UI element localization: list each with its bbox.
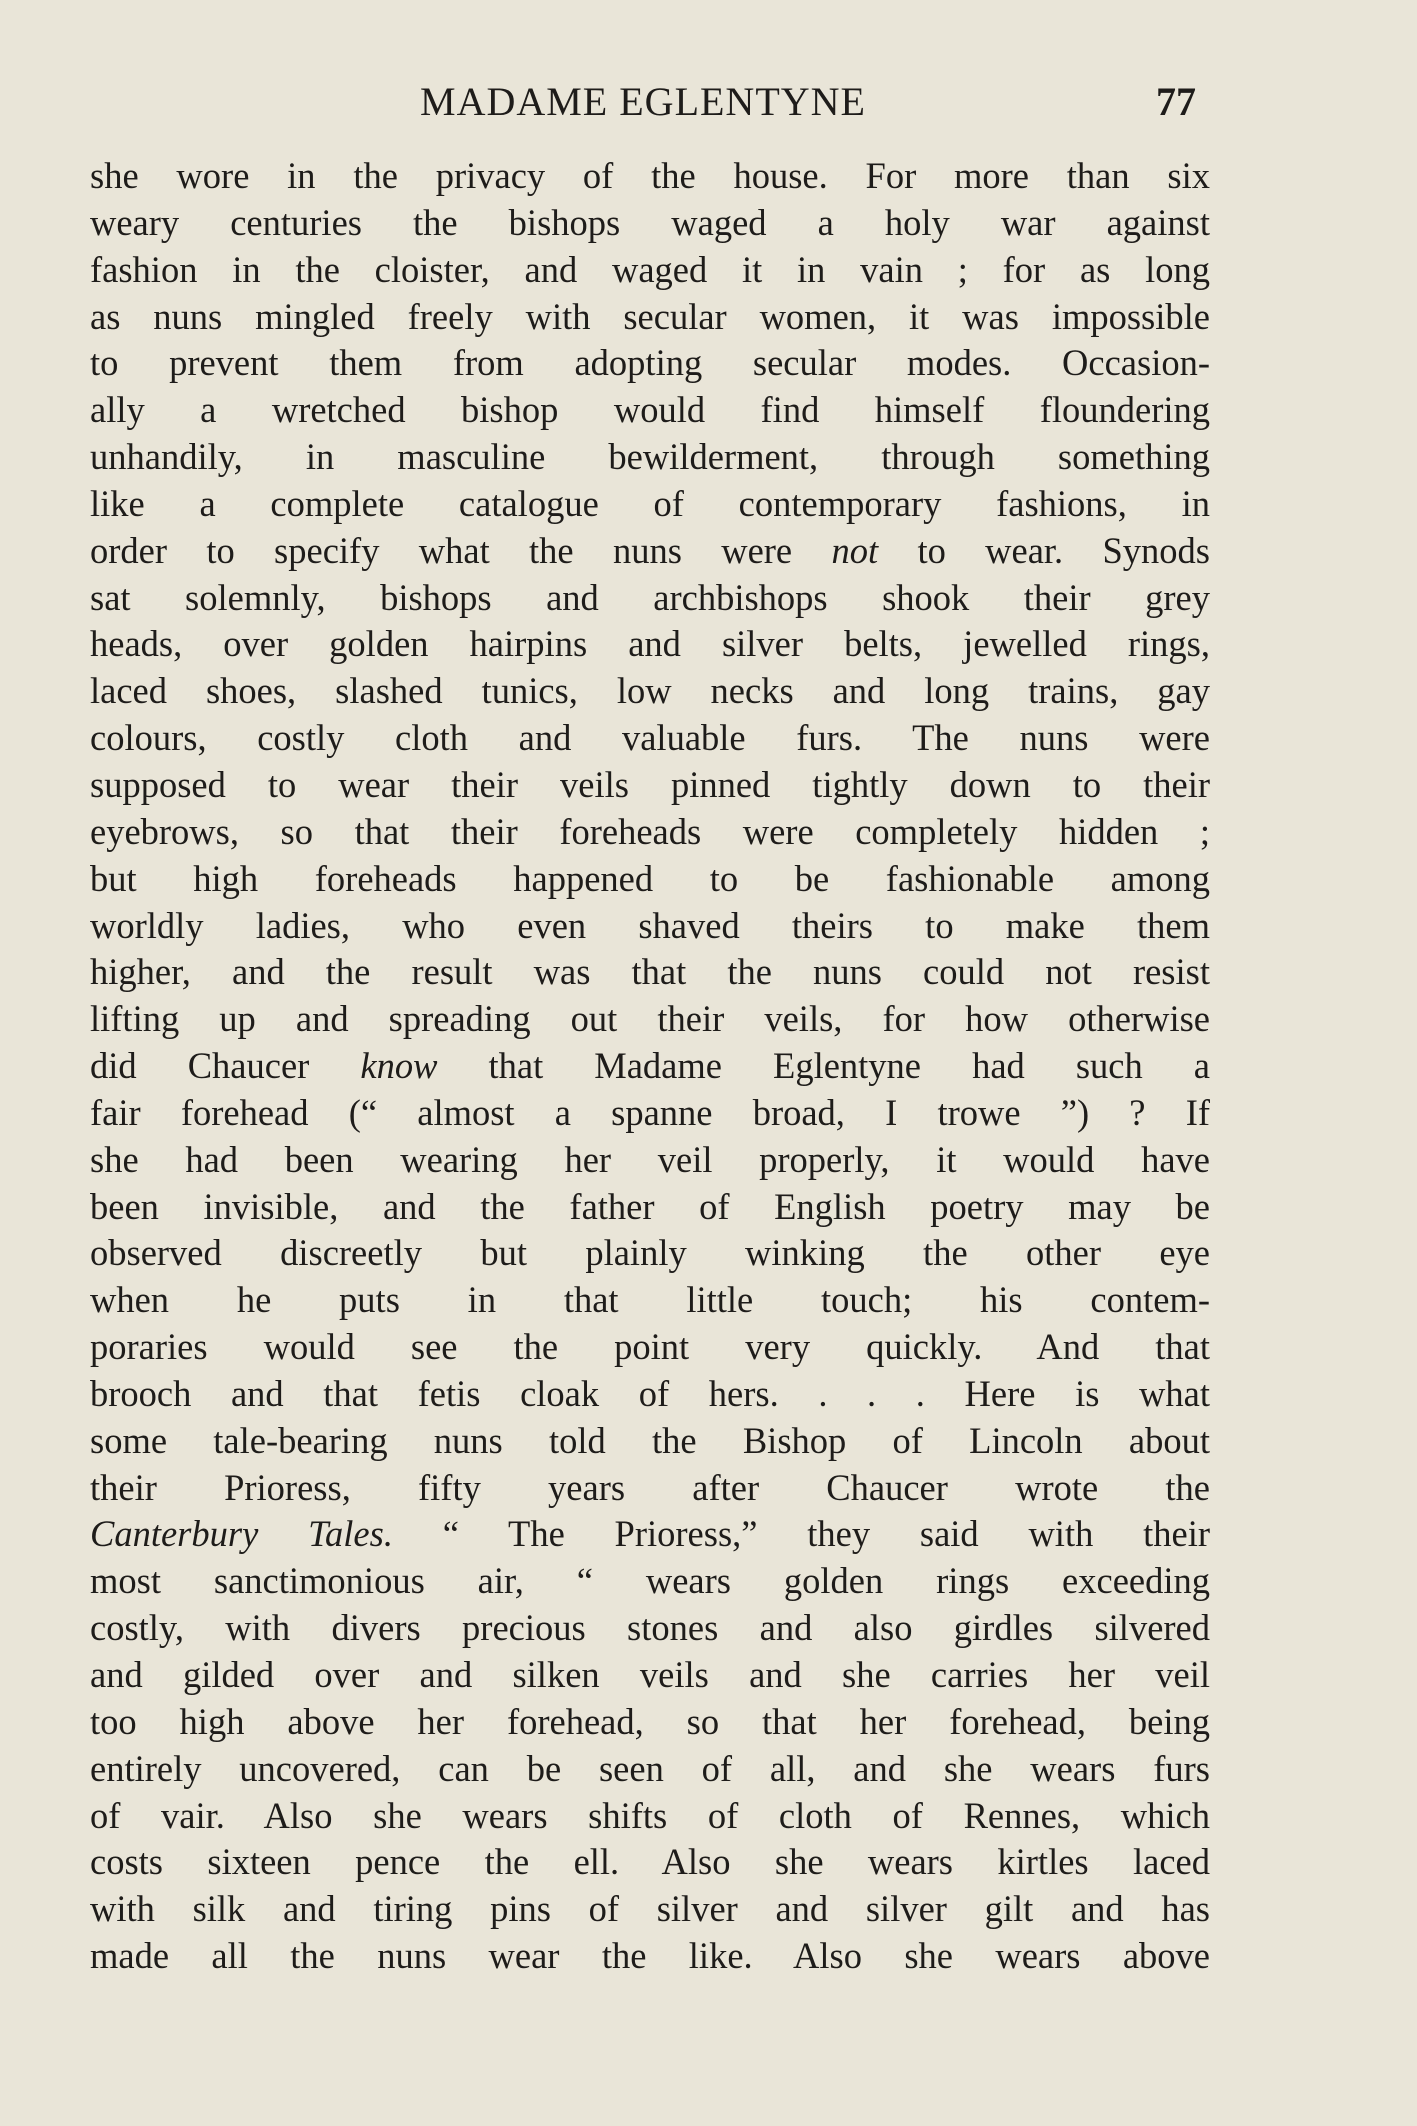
text-line: did Chaucer know that Madame Eglentyne had such a [90, 1045, 1210, 1087]
text-line: sat solemnly, bishops and archbishops shook their grey [90, 576, 1210, 618]
text-line: she wore in the privacy of the house. For more than six [90, 155, 1210, 196]
text-line: too high above her forehead, so that her forehead, being [90, 1700, 1210, 1742]
running-head [90, 72, 1196, 132]
text-line: unhandily, in masculine bewilderment, through something [90, 436, 1210, 478]
text-line: with silk and tiring pins of silver and silver gilt and has [90, 1888, 1210, 1930]
text-line: entirely uncovered, can be seen of all, and she wears furs [90, 1747, 1210, 1789]
italic-text: Canterbury Tales. [90, 1513, 393, 1555]
text-line: weary centuries the bishops waged a holy war against [90, 201, 1210, 243]
text-line: poraries would see the point very quickly. And that [90, 1326, 1210, 1368]
text-line: observed discreetly but plainly winking the other eye [90, 1232, 1210, 1274]
text-line: she had been wearing her veil properly, it would have [90, 1138, 1210, 1180]
text-line: most sanctimonious air, “ wears golden rings exceeding [90, 1560, 1210, 1602]
italic-text: not [831, 529, 879, 571]
text-line: worldly ladies, who even shaved theirs to make them [90, 904, 1210, 946]
text-line: fair forehead (“ almost a spanne broad, I trowe ”) ? If [90, 1091, 1210, 1133]
text-line: higher, and the result was that the nuns could not resist [90, 951, 1210, 993]
text-line: order to specify what the nuns were not to wear. Synods [90, 529, 1210, 571]
italic-text: know [360, 1045, 438, 1087]
text-line: eyebrows, so that their foreheads were completely hidden ; [90, 810, 1210, 852]
page-number: 77 [1156, 79, 1196, 124]
text-line: Canterbury Tales. “ The Prioress,” they said with their [90, 1513, 1210, 1555]
text-line: made all the nuns wear the like. Also she wears above [90, 1935, 1210, 1977]
text-line: to prevent them from adopting secular modes. Occasion- [90, 342, 1210, 384]
text-line: costly, with divers precious stones and also girdles silvered [90, 1607, 1210, 1649]
text-line: their Prioress, fifty years after Chaucer wrote the [90, 1466, 1210, 1508]
body-text [90, 153, 1210, 1980]
text-line: colours, costly cloth and valuable furs. The nuns were [90, 717, 1210, 759]
text-line: like a complete catalogue of contemporary fashions, in [90, 482, 1210, 524]
text-line: fashion in the cloister, and waged it in vain ; for as long [90, 248, 1210, 290]
text-line: heads, over golden hairpins and silver belts, jewelled rings, [90, 623, 1210, 665]
text-line: ally a wretched bishop would find himself floundering [90, 389, 1210, 431]
text-line: some tale-bearing nuns told the Bishop of Lincoln about [90, 1419, 1210, 1461]
text-line: when he puts in that little touch; his contem- [90, 1279, 1210, 1321]
text-line: and gilded over and silken veils and she carries her veil [90, 1654, 1210, 1695]
text-line: lifting up and spreading out their veils, for how otherwise [90, 998, 1210, 1040]
text-line: laced shoes, slashed tunics, low necks and long trains, gay [90, 670, 1210, 712]
text-line: costs sixteen pence the ell. Also she wears kirtles laced [90, 1841, 1210, 1883]
text-line: but high foreheads happened to be fashionable among [90, 857, 1210, 899]
text-line: been invisible, and the father of English poetry may be [90, 1185, 1210, 1227]
text-line: as nuns mingled freely with secular women, it was impossible [90, 295, 1210, 337]
text-line: brooch and that fetis cloak of hers. . . . Here is what [90, 1372, 1210, 1414]
text-line: of vair. Also she wears shifts of cloth of Rennes, which [90, 1794, 1210, 1836]
running-title: MADAME EGLENTYNE [420, 79, 866, 124]
text-line: supposed to wear their veils pinned tightly down to their [90, 763, 1210, 805]
